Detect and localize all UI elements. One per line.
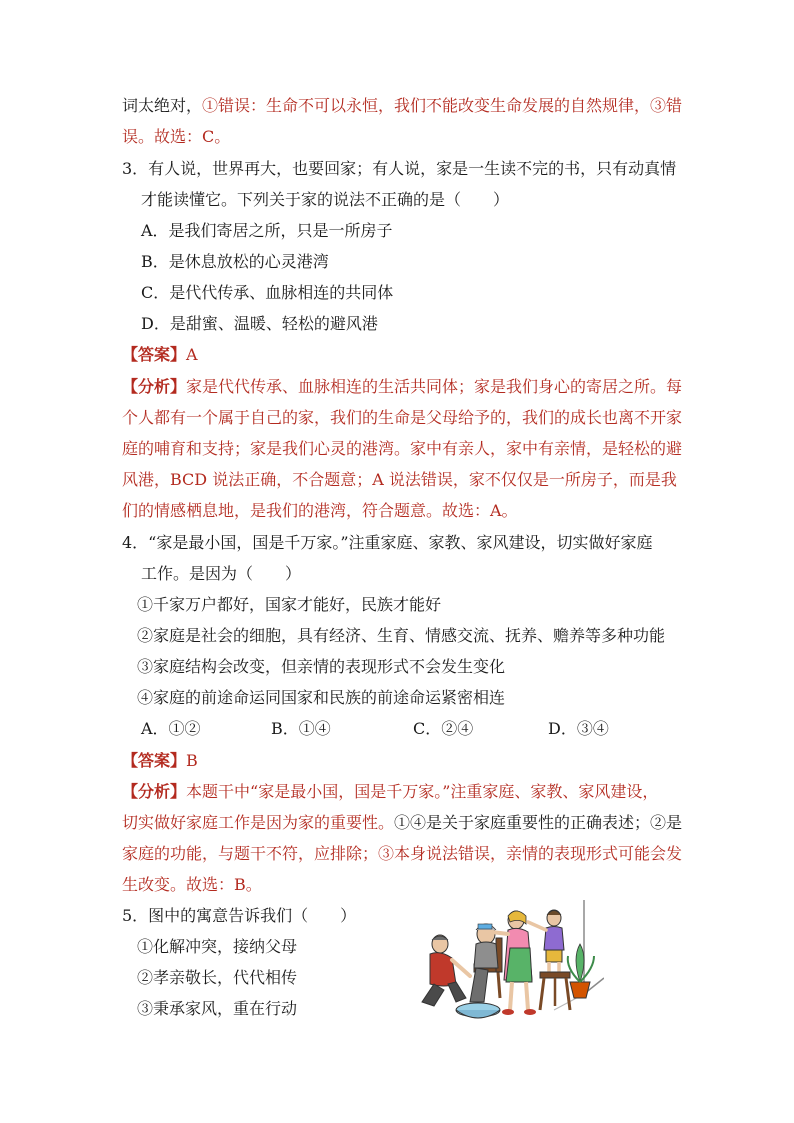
q4-answer-label: 【答案】 [122,751,187,770]
q4-analysis-line-4: 生改变。故选：B。 [122,875,262,894]
child-on-stool-figure [528,910,570,1010]
q4-statement-4: ④家庭的前途命运同国家和民族的前途命运紧密相连 [137,688,506,707]
q5-stem: 5．图中的寓意告诉我们（ ） [122,906,357,925]
q3-option-c: C．是代代传承、血脉相连的共同体 [141,283,394,302]
q4-choice-b: B．①④ [271,719,331,738]
q3-analysis-label: 【分析】 [122,377,187,396]
q4-stem-line-2: 工作。是因为（ ） [141,564,302,583]
q5-statement-3: ③秉承家风，重在行动 [137,999,298,1018]
q3-analysis-line-1 [122,376,682,398]
q4-choice-c: C．②④ [413,719,474,738]
q4-choice-a: A．①② [141,719,201,738]
grandma-seated-figure [470,924,502,1002]
q4-analysis-line-2 [122,812,682,834]
q3-answer [122,344,198,366]
q3-answer-value: A [186,345,198,364]
q5-statement-2: ②孝亲敬长，代代相传 [137,968,298,987]
q3-analysis-line-4: 风港，BCD 说法正确，不合题意；A 说法错误，家不仅仅是一所房子，而是我 [122,470,677,489]
q4-analysis-text-2a: 切实做好家庭工作是因为家的重要性。 [122,813,395,832]
q4-choice-d: D．③④ [548,719,609,738]
prev-analysis-line-2: 误。故选：C。 [122,127,231,146]
q4-analysis-line-1 [122,781,658,803]
q4-analysis-text-3a: 家庭的功能，与题干不符，应排除； [122,844,379,863]
q3-analysis-text-1: 家是代代传承、血脉相连的生活共同体；家是我们身心的寄居之所。每 [186,377,683,396]
q3-analysis-line-3: 庭的哺育和支持；家是我们心灵的港湾。家中有亲人，家中有亲情，是轻松的避 [122,439,683,458]
q3-option-b: B．是休息放松的心灵港湾 [141,252,329,271]
q4-analysis-line-3 [122,843,682,865]
prev-text-red: ①错误：生命不可以永恒，我们不能改变生命发展的自然规律，③错 [202,96,683,115]
q4-analysis-text-1: 本题干中“家是最小国，国是千万家。”注重家庭、家教、家风建设， [186,782,659,801]
q3-analysis-line-2: 个人都有一个属于自己的家，我们的生命是父母给予的，我们的成长也离不开家 [122,408,683,427]
wash-basin-body [456,1010,500,1018]
man-crouching-figure [422,935,470,1006]
q3-analysis-line-5: 们的情感栖息地，是我们的港湾，符合题意。故选：A。 [122,501,518,520]
q4-analysis-text-2b: ①④是关于家庭重要性的正确表述；②是 [394,813,683,832]
q4-statement-1: ①千家万户都好，国家才能好，民族才能好 [137,595,442,614]
q3-answer-label: 【答案】 [122,345,187,364]
prev-analysis-line-1 [122,95,682,117]
q4-analysis-text-3b: ③本身说法错误，亲情的表现形式可能会发 [378,844,683,863]
family-care-illustration [404,898,604,1028]
q5-statement-1: ①化解冲突，接纳父母 [137,937,298,956]
q4-answer-value: B [186,751,198,770]
q3-stem-line-1: 3．有人说，世界再大，也要回家；有人说，家是一生读不完的书，只有动真情 [122,159,677,178]
q3-option-a: A．是我们寄居之所，只是一所房子 [141,221,393,240]
q4-stem-line-1: 4．“家是最小国，国是千万家。”注重家庭、家教、家风建设，切实做好家庭 [122,533,653,552]
q4-analysis-label: 【分析】 [122,782,187,801]
q4-answer [122,750,198,772]
q4-statement-2: ②家庭是社会的细胞，具有经济、生育、情感交流、抚养、赡养等多种功能 [137,626,666,645]
prev-text-black: 词太绝对， [122,96,203,115]
q4-statement-3: ③家庭结构会改变，但亲情的表现形式不会发生变化 [137,657,506,676]
q3-option-d: D．是甜蜜、温暖、轻松的避风港 [141,314,378,333]
q3-stem-line-2: 才能读懂它。下列关于家的说法不正确的是（ ） [141,190,510,209]
